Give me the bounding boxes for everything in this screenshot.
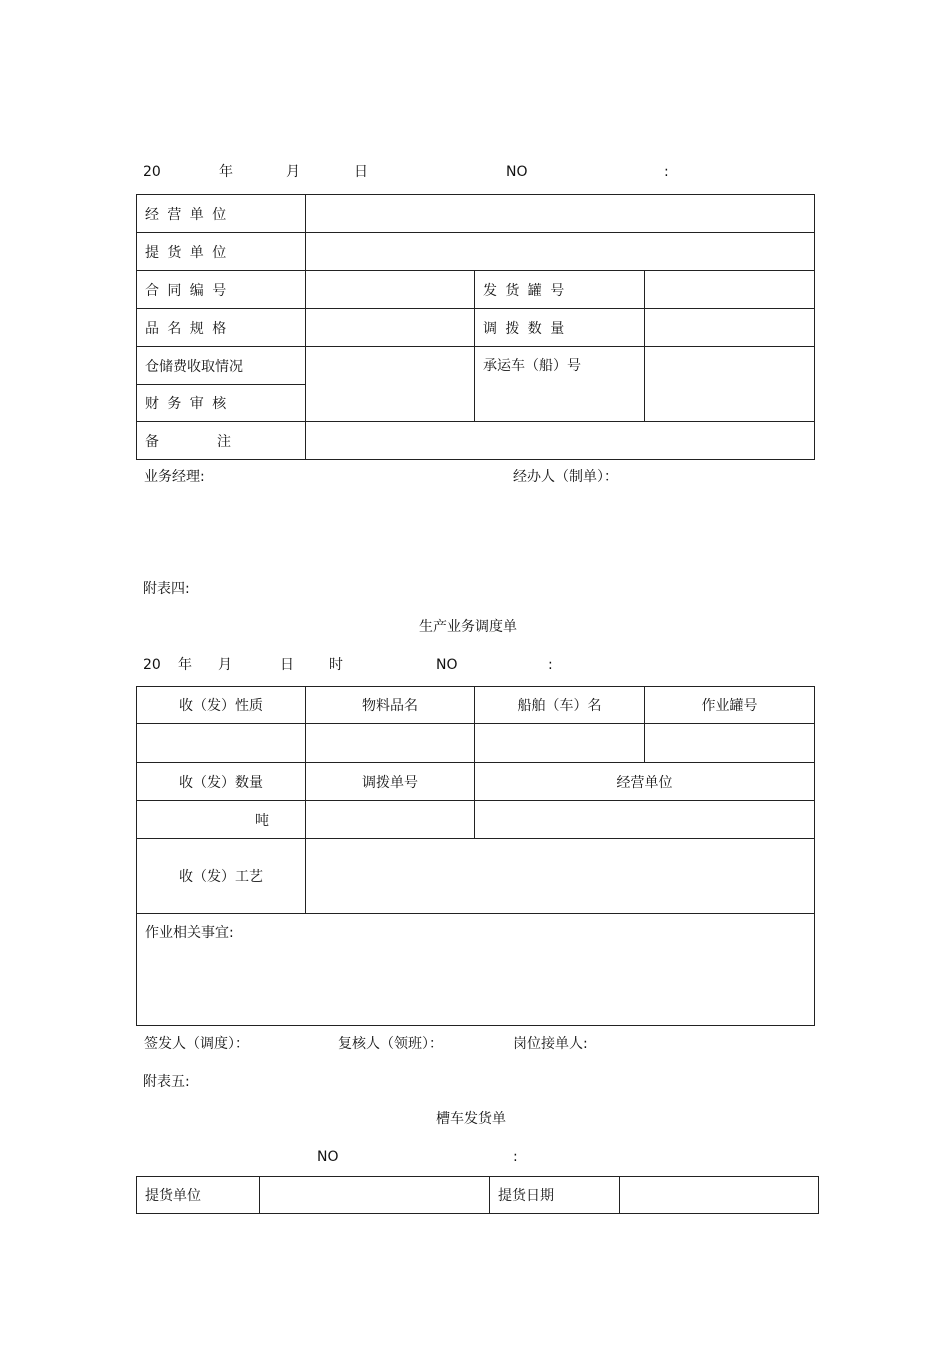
checker: 复核人（领班）： [338,1036,443,1052]
field-storage-finance[interactable] [306,347,475,422]
form2-table [136,686,815,1026]
field-nature[interactable] [137,724,306,763]
form2-no-colon: : [548,657,553,673]
label-operator-unit: 经营单位 [137,195,306,233]
form1-table [136,194,815,460]
header-nature: 收（发）性质 [137,687,306,724]
header-operator-unit: 经营单位 [475,763,815,801]
field-process[interactable] [306,839,815,914]
label-contract-no: 合同编号 [137,271,306,309]
no-label: NO [506,164,528,180]
label-storage-fee: 仓储费收取情况 [137,347,306,385]
label-transfer-qty: 调拨数量 [475,309,645,347]
form2-day-label: 日 [280,657,294,673]
header-material: 物料品名 [306,687,475,724]
field-vessel[interactable] [475,724,645,763]
form3-table [136,1176,819,1214]
remark-char-2: 注 [217,433,231,450]
no-colon: : [664,164,669,180]
field-ship-tank-no[interactable] [645,271,815,309]
field-product-spec[interactable] [306,309,475,347]
label-pickup-unit-3: 提货单位 [137,1177,260,1214]
header-tank: 作业罐号 [645,687,815,724]
header-vessel: 船舶（车）名 [475,687,645,724]
field-operator-unit-2[interactable] [475,801,815,839]
form3-title: 槽车发货单 [436,1111,506,1127]
label-ship-tank-no: 发货罐号 [475,271,645,309]
form2-title: 生产业务调度单 [419,619,517,635]
year-prefix: 20 [143,164,161,180]
business-manager: 业务经理: [144,469,205,485]
handler: 经办人（制单）： [513,469,618,485]
header-transfer-no: 调拨单号 [306,763,475,801]
label-pickup-unit: 提货单位 [137,233,306,271]
field-transfer-qty[interactable] [645,309,815,347]
form2-no-label: NO [436,657,458,673]
appendix-five: 附表五: [143,1074,190,1090]
day-label: 日 [354,164,368,180]
form2-year: 20 [143,657,161,673]
remark-char-1: 备 [145,433,159,450]
field-carrier-no[interactable] [645,347,815,422]
label-process: 收（发）工艺 [137,839,306,914]
field-material[interactable] [306,724,475,763]
post-receiver: 岗位接单人: [513,1036,588,1052]
header-qty: 收（发）数量 [137,763,306,801]
field-transfer-no[interactable] [306,801,475,839]
issuer: 签发人（调度）： [144,1036,249,1052]
label-remark [137,422,306,460]
form3-no-label: NO [317,1149,339,1165]
label-product-spec: 品名规格 [137,309,306,347]
field-contract-no[interactable] [306,271,475,309]
form2-month-label: 月 [218,657,232,673]
form2-year-label: 年 [178,657,192,673]
year-label: 年 [219,164,233,180]
month-label: 月 [286,164,300,180]
label-finance-review: 财务审核 [137,385,306,422]
field-qty-ton[interactable]: 吨 [137,801,306,839]
field-operator-unit[interactable] [306,195,815,233]
field-pickup-date[interactable] [620,1177,819,1214]
form2-hour-label: 时 [329,657,343,673]
form3-no-colon: : [513,1149,518,1165]
field-pickup-unit-3[interactable] [260,1177,490,1214]
field-tank[interactable] [645,724,815,763]
field-matters[interactable]: 作业相关事宜: [137,914,815,1026]
label-carrier-no: 承运车（船）号 [475,347,645,422]
label-pickup-date: 提货日期 [490,1177,620,1214]
field-remark[interactable] [306,422,815,460]
appendix-four: 附表四: [143,581,190,597]
field-pickup-unit[interactable] [306,233,815,271]
